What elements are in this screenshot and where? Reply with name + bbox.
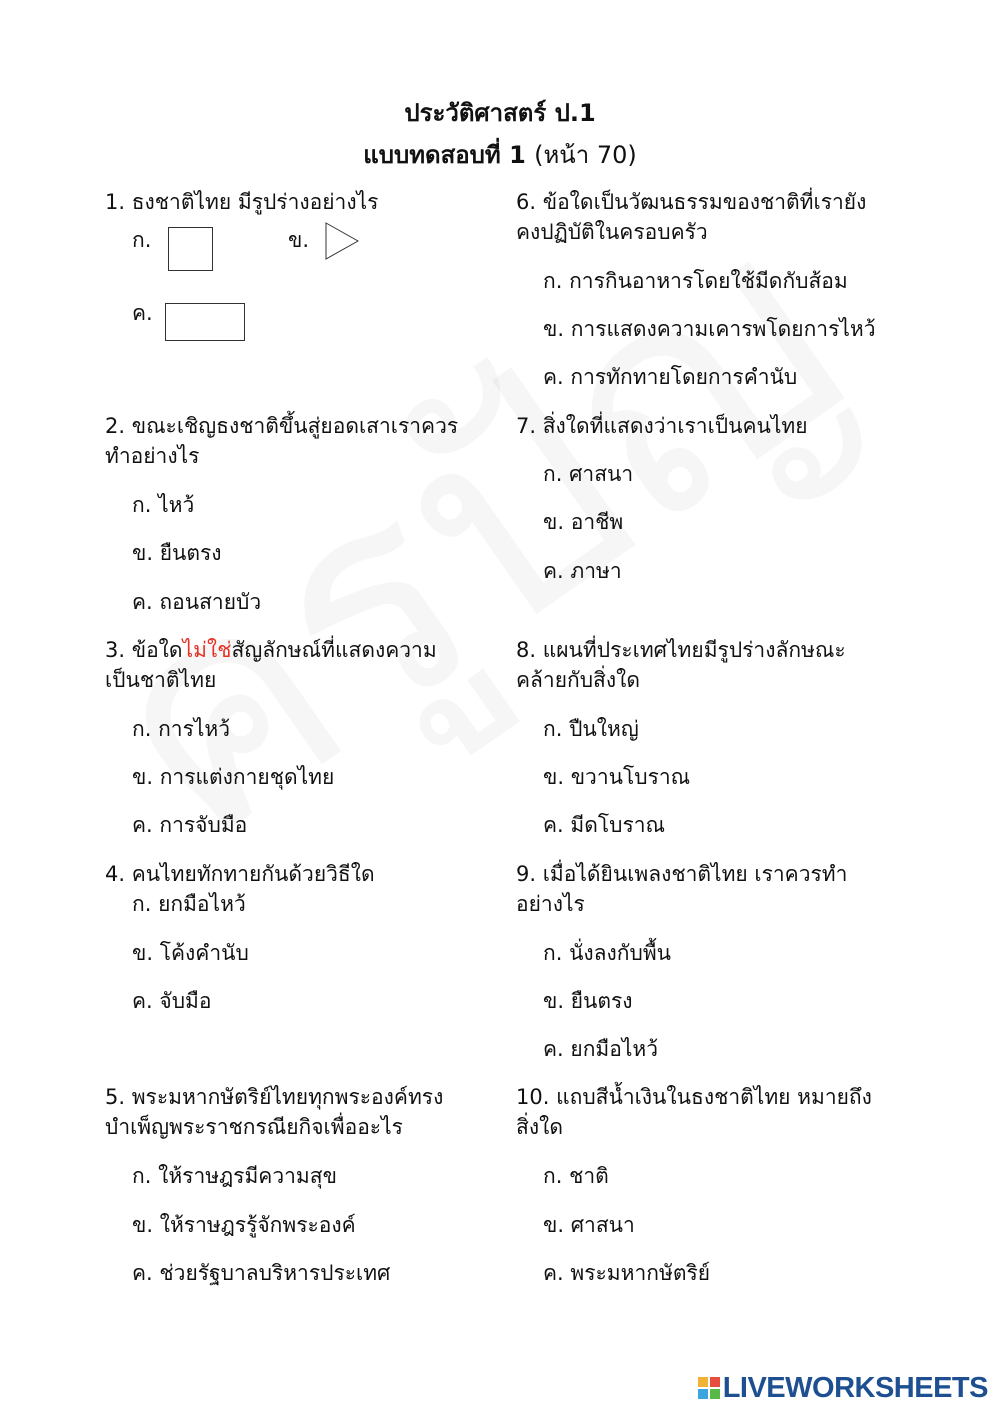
option-5a[interactable]: ก. ให้ราษฎรมีความสุข bbox=[132, 1164, 337, 1188]
question-6 bbox=[516, 187, 866, 247]
question-stem: อย่างไร bbox=[516, 892, 585, 916]
option-9a[interactable]: ก. นั่งลงกับพื้น bbox=[543, 941, 672, 965]
question-2 bbox=[105, 411, 458, 471]
question-8 bbox=[516, 635, 846, 695]
option-2a[interactable]: ก. ไหว้ bbox=[132, 493, 195, 517]
question-stem bbox=[105, 635, 437, 665]
question-stem: 9. เมื่อได้ยินเพลงชาติไทย เราควรทำ bbox=[516, 862, 848, 886]
question-stem: สิ่งใด bbox=[516, 1115, 563, 1139]
subtitle-bold: แบบทดสอบที่ 1 bbox=[363, 141, 526, 169]
triangle-shape-option[interactable] bbox=[325, 222, 359, 260]
option-7b[interactable]: ข. อาชีพ bbox=[543, 510, 624, 534]
logo-text: LIVEWORKSHEETS bbox=[722, 1371, 988, 1404]
option-10b[interactable]: ข. ศาสนา bbox=[543, 1213, 635, 1237]
option-3a[interactable]: ก. การไหว้ bbox=[132, 717, 231, 741]
option-6b[interactable]: ข. การแสดงความเคารพโดยการไหว้ bbox=[543, 317, 876, 341]
option-10a[interactable]: ก. ชาติ bbox=[543, 1164, 609, 1188]
option-8c[interactable]: ค. มีดโบราณ bbox=[543, 813, 666, 837]
question-stem: คงปฏิบัติในครอบครัว bbox=[516, 220, 708, 244]
question-stem: 2. ขณะเชิญธงชาติขึ้นสู่ยอดเสาเราควร bbox=[105, 414, 459, 438]
option-2b[interactable]: ข. ยืนตรง bbox=[132, 541, 222, 565]
question-9 bbox=[516, 859, 847, 919]
question-stem: ทำอย่างไร bbox=[105, 444, 200, 468]
question-stem: 8. แผนที่ประเทศไทยมีรูปร่างลักษณะ bbox=[516, 638, 846, 662]
option-10c[interactable]: ค. พระมหากษัตริย์ bbox=[543, 1261, 711, 1285]
option-3c[interactable]: ค. การจับมือ bbox=[132, 813, 248, 837]
option-7c[interactable]: ค. ภาษา bbox=[543, 559, 622, 583]
question-stem: 1. ธงชาติไทย มีรูปร่างอย่างไร bbox=[105, 190, 379, 214]
option-4c[interactable]: ค. จับมือ bbox=[132, 989, 212, 1013]
question-1 bbox=[105, 187, 378, 217]
option-1b-label: ข. bbox=[288, 228, 310, 252]
option-7a[interactable]: ก. ศาสนา bbox=[543, 462, 634, 486]
liveworksheets-logo[interactable] bbox=[698, 1372, 988, 1404]
question-10 bbox=[516, 1082, 872, 1142]
question-stem: เป็นชาติไทย bbox=[105, 668, 217, 692]
option-8b[interactable]: ข. ขวานโบราณ bbox=[543, 765, 691, 789]
option-3b[interactable]: ข. การแต่งกายชุดไทย bbox=[132, 765, 335, 789]
option-1c-label: ค. bbox=[132, 301, 153, 325]
page-subtitle bbox=[0, 140, 1000, 170]
question-stem: 10. แถบสีน้ำเงินในธงชาติไทย หมายถึง bbox=[516, 1085, 872, 1109]
page-title: ประวัติศาสตร์ ป.1 bbox=[404, 99, 596, 127]
option-4b[interactable]: ข. โค้งคำนับ bbox=[132, 941, 249, 965]
question-stem: 7. สิ่งใดที่แสดงว่าเราเป็นคนไทย bbox=[516, 414, 808, 438]
option-4a[interactable]: ก. ยกมือไหว้ bbox=[132, 892, 246, 916]
option-9c[interactable]: ค. ยกมือไหว้ bbox=[543, 1037, 659, 1061]
subtitle-page: (หน้า 70) bbox=[534, 141, 637, 169]
option-6c[interactable]: ค. การทักทายโดยการคำนับ bbox=[543, 365, 798, 389]
question-stem: 5. พระมหากษัตริย์ไทยทุกพระองค์ทรง bbox=[105, 1085, 444, 1109]
question-3 bbox=[105, 635, 437, 695]
stem-part: 3. ข้อใด bbox=[105, 638, 183, 662]
option-6a[interactable]: ก. การกินอาหารโดยใช้มีดกับส้อม bbox=[543, 269, 848, 293]
question-stem: 6. ข้อใดเป็นวัฒนธรรมของชาติที่เรายัง bbox=[516, 190, 867, 214]
question-5 bbox=[105, 1082, 443, 1142]
option-8a[interactable]: ก. ปืนใหญ่ bbox=[543, 717, 639, 741]
question-stem: บำเพ็ญพระราชกรณียกิจเพื่ออะไร bbox=[105, 1115, 403, 1139]
option-2c[interactable]: ค. ถอนสายบัว bbox=[132, 590, 262, 614]
square-shape-option[interactable] bbox=[168, 227, 213, 271]
question-stem: 4. คนไทยทักทายกันด้วยวิธีใด bbox=[105, 862, 375, 886]
stem-part: สัญลักษณ์ที่แสดงความ bbox=[231, 638, 437, 662]
option-9b[interactable]: ข. ยืนตรง bbox=[543, 989, 633, 1013]
question-4 bbox=[105, 859, 375, 889]
question-7 bbox=[516, 411, 808, 441]
option-5c[interactable]: ค. ช่วยรัฐบาลบริหารประเทศ bbox=[132, 1261, 391, 1285]
question-stem: คล้ายกับสิ่งใด bbox=[516, 668, 641, 692]
rectangle-shape-option[interactable] bbox=[165, 303, 245, 341]
logo-grid-icon bbox=[698, 1377, 720, 1399]
option-1a-label: ก. bbox=[132, 228, 152, 252]
stem-emphasis: ไม่ใช่ bbox=[182, 638, 232, 662]
option-5b[interactable]: ข. ให้ราษฎรรู้จักพระองค์ bbox=[132, 1213, 356, 1237]
